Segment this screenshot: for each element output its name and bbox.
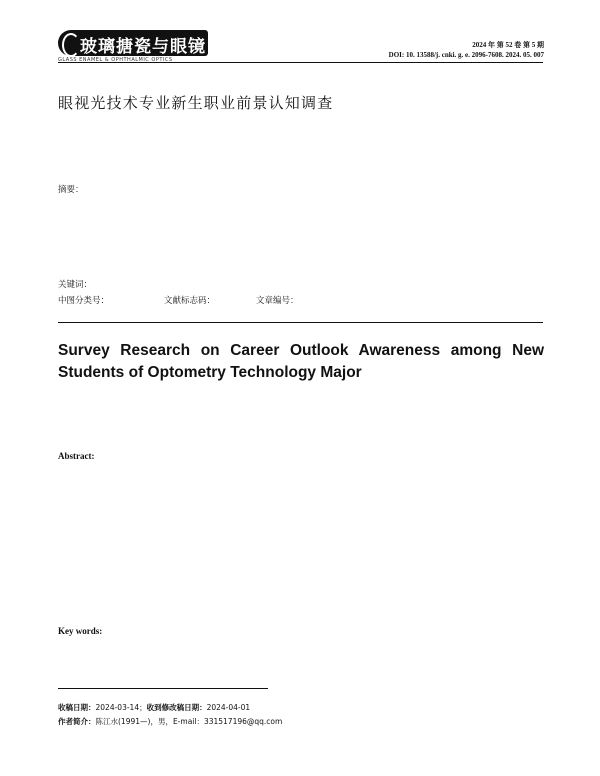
article-number-label: 文章编号： [256,296,299,306]
title-cn: 眼视光技术专业新生职业前景认知调查 [58,94,334,112]
journal-name: 玻璃搪瓷与眼镜 [80,37,206,57]
classification-label: 中图分类号： [58,296,110,306]
revised-label: 收到修改稿日期： [146,703,207,712]
keywords-cn-label: 关键词： [58,280,93,290]
journal-logo-badge [58,30,208,56]
footnote-author [58,716,282,727]
revised-date: 2024-04-01 [206,703,251,712]
journal-name-en: GLASS ENAMEL & OPHTHALMIC OPTICS [58,57,173,63]
abstract-cn-label: 摘要： [58,185,84,195]
title-en: Survey Research on Career Outlook Awareness among New Students of Optometry Technology Major [58,342,544,381]
author-label: 作者简介： [58,717,96,726]
journal-logo [58,30,208,64]
document-code-label: 文献标志码： [164,296,216,306]
eye-ring-icon [62,33,80,57]
received-date: 2024-03-14； [95,703,147,712]
footnote-received [58,702,250,713]
footnote-rule [58,688,268,689]
section-rule [58,322,543,323]
author-info: 陈江水(1991—)，男，E-mail：331517196@qq.com [95,717,283,726]
keywords-en-label: Key words: [58,626,103,636]
doi: DOI: 10. 13588/j. cnki. g. e. 2096-7608. 2024. 05. 007 [388,51,544,59]
issue-info: 2024 年 第 52 卷 第 5 期 [472,41,544,49]
received-label: 收稿日期： [58,703,96,712]
header-rule [58,62,543,63]
abstract-en-label: Abstract: [58,451,95,461]
